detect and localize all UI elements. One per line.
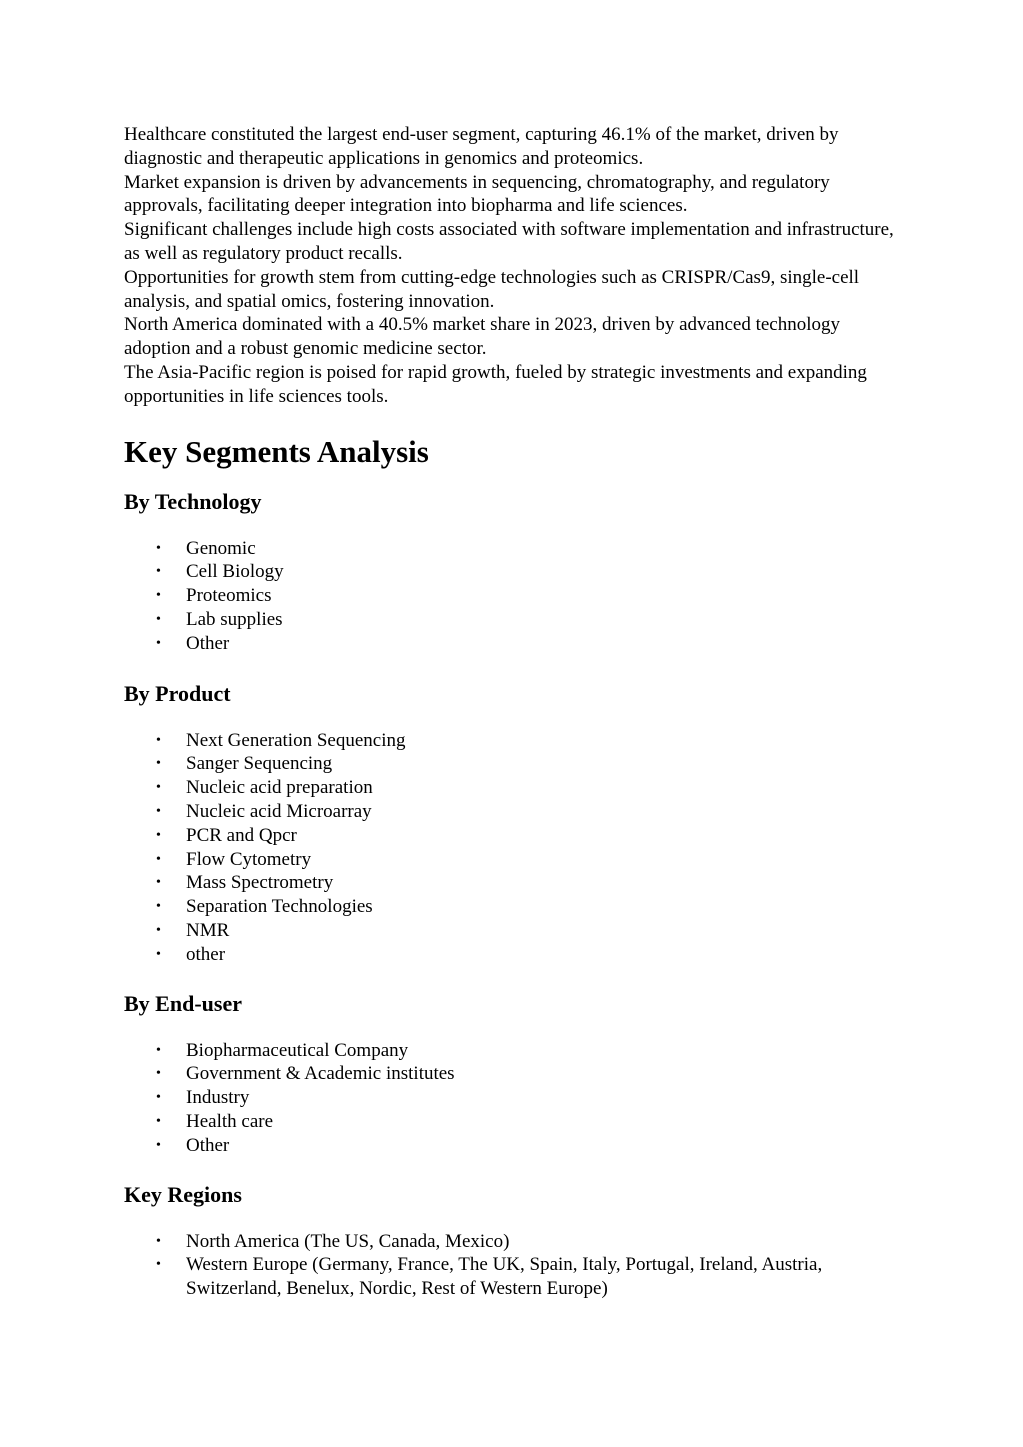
list-item	[124, 871, 904, 895]
list-item-label: Flow Cytometry	[186, 848, 312, 870]
subheading-key-regions: Key Regions	[124, 1181, 242, 1207]
bullet-icon: •	[156, 1042, 161, 1058]
bullet-icon: •	[156, 1090, 161, 1106]
list-item	[124, 537, 904, 561]
bullet-icon: •	[156, 611, 161, 627]
list-item-label: PCR and Qpcr	[186, 824, 297, 846]
bullet-icon: •	[156, 756, 161, 772]
intro-paragraph: The Asia-Pacific region is poised for rapid growth, fueled by strategic investments and expanding opportunities in life sciences tools.	[124, 361, 867, 407]
list-item	[124, 1039, 904, 1063]
list-item	[124, 608, 904, 632]
bullet-icon: •	[156, 875, 161, 891]
list-item	[124, 895, 904, 919]
list-item	[124, 1086, 904, 1110]
list-item	[124, 1253, 904, 1301]
intro-text	[124, 123, 904, 409]
bullet-icon: •	[156, 803, 161, 819]
product-list	[124, 729, 904, 967]
intro-paragraph: Healthcare constituted the largest end-user segment, capturing 46.1% of the market, driven by diagnostic and therapeutic applications in genomics and proteomics.	[124, 124, 839, 169]
list-item-label: NMR	[186, 919, 230, 941]
section-heading-key-segments: Key Segments Analysis	[124, 433, 429, 469]
list-item-label: Genomic	[186, 537, 256, 559]
list-item	[124, 800, 904, 824]
bullet-icon: •	[156, 588, 161, 604]
list-item	[124, 1062, 904, 1086]
list-item	[124, 919, 904, 943]
bullet-icon: •	[156, 946, 161, 962]
bullet-icon: •	[156, 1113, 161, 1129]
bullet-icon: •	[156, 827, 161, 843]
intro-paragraph: Significant challenges include high costs associated with software implementation and infrastructure, as well as regulatory product recalls.	[124, 219, 894, 264]
list-item-label: Cell Biology	[186, 561, 284, 583]
document-content	[124, 123, 904, 1301]
subheading-by-end-user: By End-user	[124, 990, 242, 1016]
bullet-icon: •	[156, 1137, 161, 1153]
bullet-icon: •	[156, 851, 161, 867]
bullet-icon: •	[156, 564, 161, 580]
list-item	[124, 584, 904, 608]
list-item-label: Health care	[186, 1110, 274, 1132]
bullet-icon: •	[156, 732, 161, 748]
bullet-icon: •	[156, 635, 161, 651]
subheading-by-product: By Product	[124, 680, 231, 706]
intro-paragraph: North America dominated with a 40.5% market share in 2023, driven by advanced technology adoption and a robust genomic medicine sector.	[124, 314, 840, 360]
intro-paragraph: Opportunities for growth stem from cutting-edge technologies such as CRISPR/Cas9, single-cell analysis, and spatial omics, fostering innovation.	[124, 266, 860, 312]
technology-list	[124, 537, 904, 656]
list-item	[124, 560, 904, 584]
list-item-label: Other	[186, 632, 230, 654]
list-item	[124, 848, 904, 872]
list-item-label: Government & Academic institutes	[186, 1063, 455, 1085]
list-item	[124, 752, 904, 776]
subheading-by-technology: By Technology	[124, 488, 262, 514]
list-item-label: Mass Spectrometry	[186, 872, 334, 894]
list-item-label: Proteomics	[186, 585, 272, 607]
bullet-icon: •	[156, 899, 161, 915]
list-item-label: North America (The US, Canada, Mexico)	[186, 1230, 510, 1252]
list-item-label: Sanger Sequencing	[186, 753, 333, 775]
list-item-label: Other	[186, 1134, 230, 1156]
end-user-list	[124, 1039, 904, 1158]
list-item	[124, 1134, 904, 1158]
list-item	[124, 1230, 904, 1254]
list-item-label: Separation Technologies	[186, 896, 373, 918]
list-item	[124, 729, 904, 753]
intro-paragraph: Market expansion is driven by advancements in sequencing, chromatography, and regulatory approvals, facilitating deeper integration into biopharma and life sciences.	[124, 171, 830, 217]
list-item-label: Western Europe (Germany, France, The UK, Spain, Italy, Portugal, Ireland, Austria, Switzerland, Benelux, Nordic, Rest of Western Europe)	[186, 1254, 823, 1300]
list-item-label: other	[186, 943, 226, 965]
list-item-label: Lab supplies	[186, 608, 283, 630]
list-item	[124, 632, 904, 656]
bullet-icon: •	[156, 1066, 161, 1082]
list-item-label: Nucleic acid Microarray	[186, 800, 372, 822]
list-item	[124, 824, 904, 848]
list-item	[124, 943, 904, 967]
bullet-icon: •	[156, 1257, 161, 1273]
bullet-icon: •	[156, 780, 161, 796]
list-item	[124, 776, 904, 800]
regions-list	[124, 1230, 904, 1301]
bullet-icon: •	[156, 1233, 161, 1249]
list-item-label: Industry	[186, 1087, 250, 1109]
list-item-label: Next Generation Sequencing	[186, 729, 406, 751]
list-item-label: Nucleic acid preparation	[186, 777, 373, 799]
list-item	[124, 1110, 904, 1134]
bullet-icon: •	[156, 540, 161, 556]
list-item-label: Biopharmaceutical Company	[186, 1039, 409, 1061]
bullet-icon: •	[156, 922, 161, 938]
